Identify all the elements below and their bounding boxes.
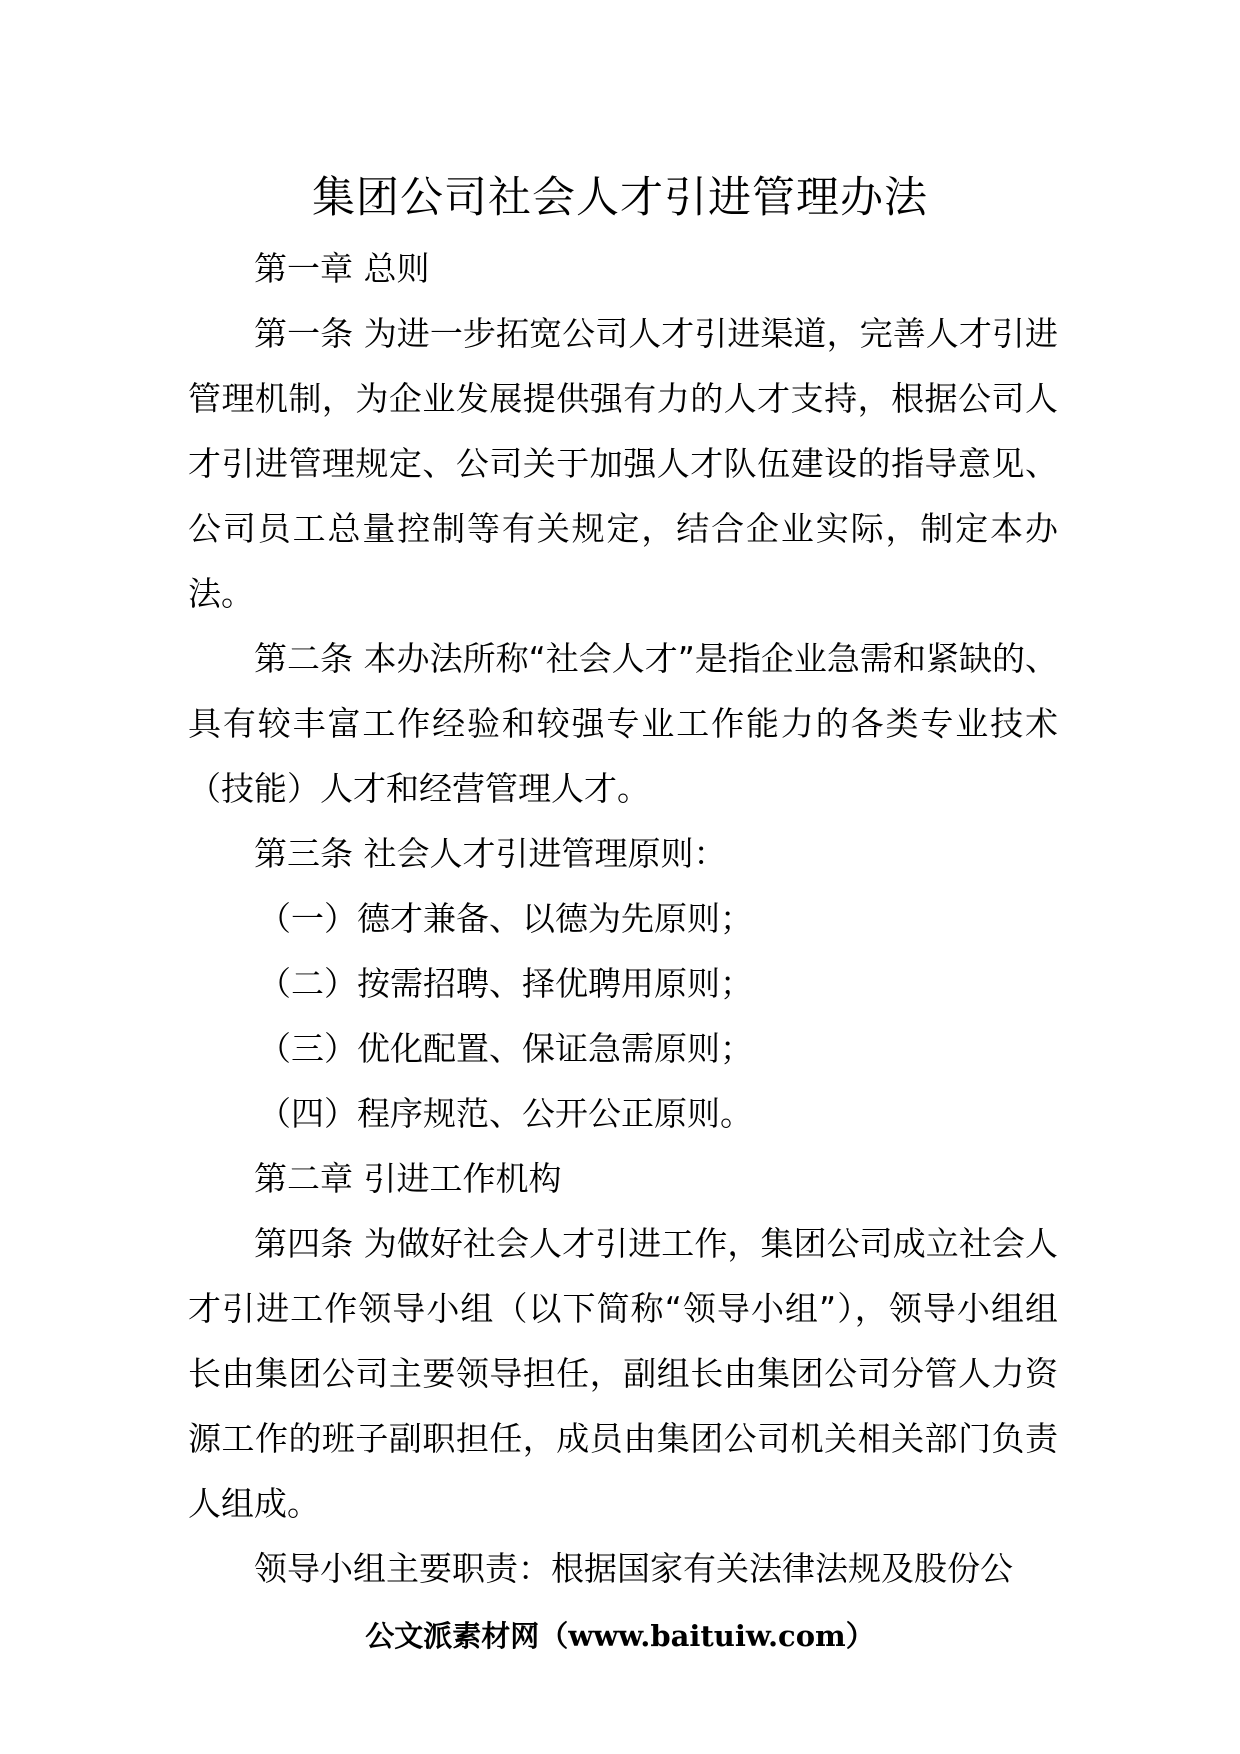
chapter-heading: 第一章 总则 <box>254 249 430 288</box>
document-title: 集团公司社会人才引进管理办法 <box>312 173 928 223</box>
document-body <box>188 236 1058 1601</box>
article-paragraph: 第一条 为进一步拓宽公司人才引进渠道，完善人才引进管理机制，为企业发展提供强有力的人才支持，根据公司人才引进管理规定、公司关于加强人才队伍建设的指导意见、公司员工总量控制等有关规定，结合企业实际，制定本办法。 <box>188 314 1058 613</box>
article-paragraph: 第三条 社会人才引进管理原则： <box>254 834 727 873</box>
article-paragraph: 第二条 本办法所称“社会人才”是指企业急需和紧缺的、具有较丰富工作经验和较强专业工作能力的各类专业技术（技能）人才和经营管理人才。 <box>188 639 1058 808</box>
footer-watermark: 公文派素材网（www.baituiw.com） <box>365 1619 875 1653</box>
article-paragraph: 领导小组主要职责：根据国家有关法律法规及股份公 <box>254 1549 1013 1588</box>
principle-item: （二）按需招聘、择优聘用原则； <box>258 964 753 1003</box>
principle-item: （一）德才兼备、以德为先原则； <box>258 899 753 938</box>
article-paragraph: 第四条 为做好社会人才引进工作，集团公司成立社会人才引进工作领导小组（以下简称“领导小组”），领导小组组长由集团公司主要领导担任，副组长由集团公司分管人力资源工作的班子副职担任，成员由集团公司机关相关部门负责人组成。 <box>188 1224 1058 1523</box>
chapter-heading: 第二章 引进工作机构 <box>254 1159 562 1198</box>
principle-item: （三）优化配置、保证急需原则； <box>258 1029 753 1068</box>
principle-item: （四）程序规范、公开公正原则。 <box>258 1094 753 1133</box>
